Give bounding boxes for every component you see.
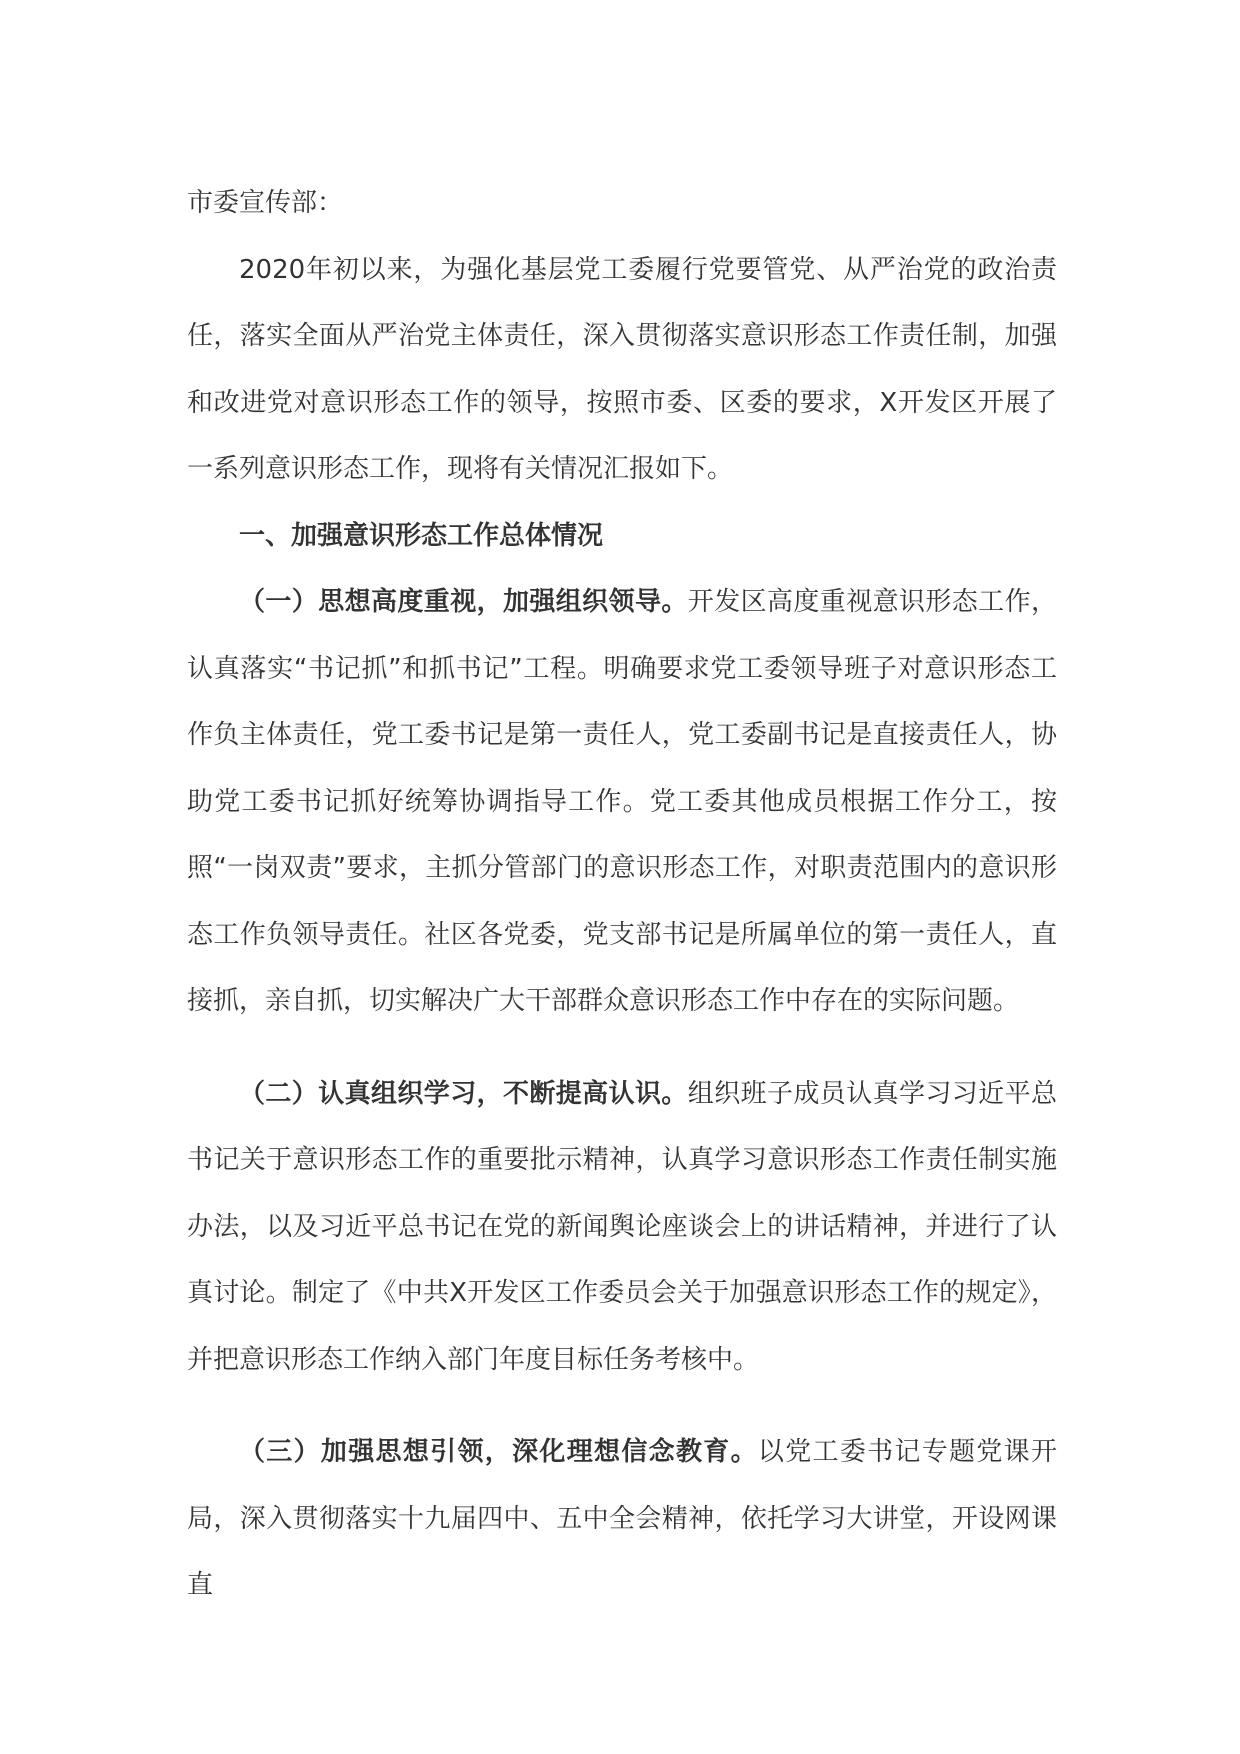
- subsection-3-paragraph: [187, 1419, 1057, 1619]
- subsection-1-body: 开发区高度重视意识形态工作，认真落实“书记抓”和抓书记”工程。明确要求党工委领导班子对意识形态工作负主体责任，党工委书记是第一责任人，党工委副书记是直接责任人，协助党工委书记抓好统筹协调指导工作。党工委其他成员根据工作分工，按照“一岗双责”要求，主抓分管部门的意识形态工作，对职责范围内的意识形态工作负领导责任。社区各党委，党支部书记是所属单位的第一责任人，直接抓，亲自抓，切实解决广大干部群众意识形态工作中存在的实际问题。: [187, 587, 1057, 1016]
- salutation: 市委宣传部：: [187, 188, 344, 218]
- subsection-1-paragraph: [187, 569, 1057, 1035]
- subsection-2-title: （二）认真组织学习，不断提高认识。: [239, 1078, 688, 1109]
- subsection-3-body: 以党工委书记专题党课开局，深入贯彻落实十九届四中、五中全会精神，依托学习大讲堂，开设网课直: [187, 1437, 1057, 1600]
- subsection-1-title: （一）思想高度重视，加强组织领导。: [239, 587, 688, 617]
- subsection-2-body: 组织班子成员认真学习习近平总书记关于意识形态工作的重要批示精神，认真学习意识形态工作责任制实施办法，以及习近平总书记在党的新闻舆论座谈会上的讲话精神，并进行了认真讨论。制定了《中共X开发区工作委员会关于加强意识形态工作的规定》，并把意识形态工作纳入部门年度目标任务考核中。: [187, 1078, 1057, 1375]
- subsection-3-title: （三）加强思想引领，深化理想信念教育。: [239, 1437, 758, 1467]
- document-body: [187, 170, 1057, 1619]
- section-heading-1: 一、加强意识形态工作总体情况: [239, 520, 604, 551]
- intro-paragraph: 2020年初以来，为强化基层党工委履行党要管党、从严治党的政治责任，落实全面从严治党主体责任，深入贯彻落实意识形态工作责任制，加强和改进党对意识形态工作的领导，按照市委、区委的要求，X开发区开展了一系列意识形态工作，现将有关情况汇报如下。: [187, 254, 1057, 484]
- subsection-2-paragraph: [187, 1061, 1057, 1394]
